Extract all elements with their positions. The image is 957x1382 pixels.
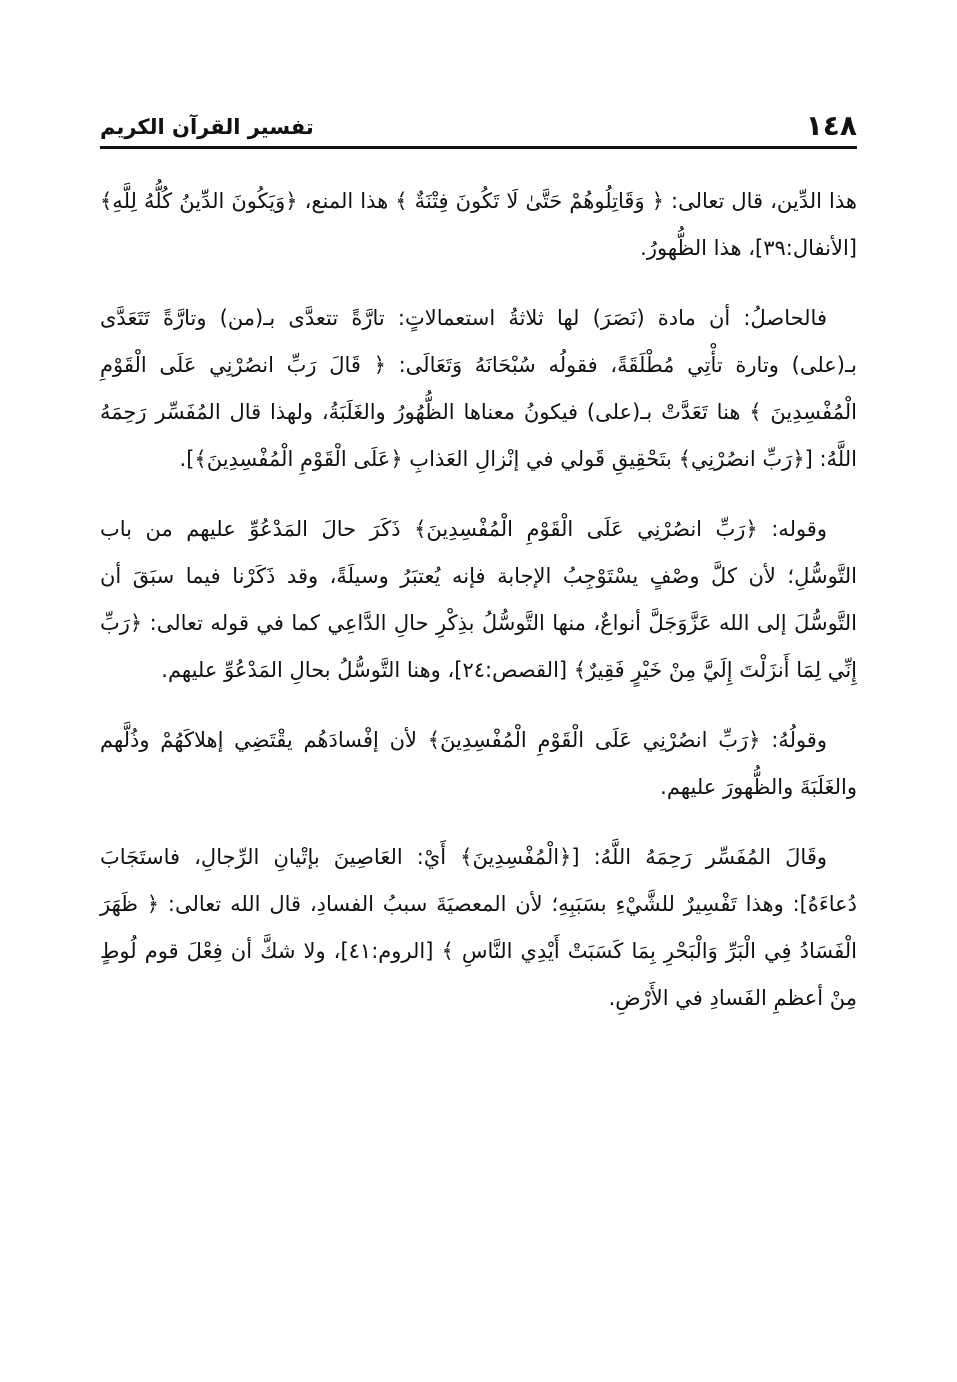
page-body [100, 178, 857, 1045]
page-number: ١٤٨ [805, 109, 857, 142]
running-title: تفسير القرآن الكريم [100, 115, 314, 139]
page-header [100, 96, 857, 144]
paragraph-4: وقولُهُ: ﴿رَبِّ انصُرْنِي عَلَى الْقَوْمِ الْمُفْسِدِينَ﴾ لأن إفْسادَهُم يقْتَضِي إهلاكَهُمْ وذُلَّهم والغَلَبَةَ والظُّهورَ عليهم. [100, 728, 857, 799]
header-divider [100, 146, 857, 149]
paragraph-3: وقوله: ﴿رَبِّ انصُرْنِي عَلَى الْقَوْمِ الْمُفْسِدِينَ﴾ ذَكَرَ حالَ المَدْعُوِّ عليهم من باب التَّوسُّلِ؛ لأن كلَّ وصْفٍ يسْتَوْجِبُ الإجابة فإنه يُعتبَرُ وسيلَةً، وقد ذَكَرْنا فيما سبَقَ أن التَّوسُّلَ إلى الله عَزَّوَجَلَّ أنواعٌ، منها التَّوسُّلُ بذِكْرِ حالِ الدَّاعِي كما في قوله تعالى: ﴿رَبِّ إِنِّي لِمَا أَنزَلْتَ إِلَيَّ مِنْ خَيْرٍ فَقِيرٌ﴾ [القصص:٢٤]، وهنا التَّوسُّلُ بحالِ المَدْعُوِّ عليهم. [100, 517, 857, 682]
paragraph-1: هذا الدِّين، قال تعالى: ﴿ وَقَاتِلُوهُمْ حَتَّىٰ لَا تَكُونَ فِتْنَةٌ ﴾ هذا المنع، ﴿وَيَكُونَ الدِّينُ كُلُّهُ لِلَّهِ﴾ [الأنفال:٣٩]، هذا الظُّهورُ. [100, 189, 857, 260]
paragraph-2: فالحاصلُ: أن مادة (نَصَرَ) لها ثلاثةُ استعمالاتٍ: تارَّةً تتعدَّى بـ(من) وتارَّةً تَتَعَدَّى بـ(على) وتارة تأْتِي مُطْلَقَةً، فقولُه سُبْحَانَهُ وَتَعَالَى: ﴿ قَالَ رَبِّ انصُرْنِي عَلَى الْقَوْمِ الْمُفْسِدِينَ ﴾ هنا تَعَدَّتْ بـ(على) فيكونُ معناها الظُّهُورُ والغَلَبَةُ، ولهذا قال المُفَسِّر رَحِمَهُ اللَّهُ: [﴿رَبِّ انصُرْنِي﴾ بتَحْقِيقِ قَولي في إنْزالِ العَذابِ ﴿عَلَى الْقَوْمِ الْمُفْسِدِينَ﴾]. [100, 306, 857, 471]
paragraph-5: وقَالَ المُفَسِّر رَحِمَهُ اللَّهُ: [﴿الْمُفْسِدِينَ﴾ أَيْ: العَاصِينَ بإتْيانِ الرِّجالِ، فاستَجَابَ دُعاءَهُ]: وهذا تَفْسِيرٌ للشَّيْءِ بسَبَبِهِ؛ لأن المعصيَةَ سببُ الفسادِ، قال الله تعالى: ﴿ ظَهَرَ الْفَسَادُ فِي الْبَرِّ وَالْبَحْرِ بِمَا كَسَبَتْ أَيْدِي النَّاسِ ﴾ [الروم:٤١]، ولا شكَّ أن فِعْلَ قوم لُوطٍ مِنْ أعظمِ الفَسادِ في الأَرْضِ. [100, 845, 857, 1010]
